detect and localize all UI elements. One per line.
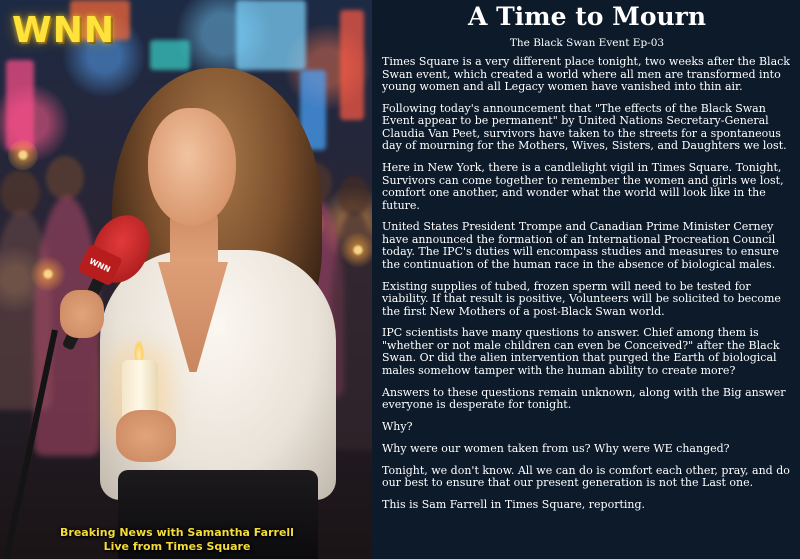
candle-glow — [8, 140, 38, 170]
article-paragraph: United States President Trompe and Canadian Prime Minister Cerney have announced the formation of an International Procreation Council today. The IPC's duties will encompass studies and measures to ensure the continuation of the human race in the absence of biological males. — [382, 220, 779, 271]
candle-flame-icon — [134, 340, 144, 362]
candle-glow — [340, 232, 372, 268]
reporter-face — [148, 108, 236, 226]
article-title: A Time to Mourn — [467, 2, 707, 31]
article-paragraph: This is Sam Farrell in Times Square, reporting. — [382, 497, 646, 511]
article-paragraph: Why were our women taken from us? Why were WE changed? — [382, 441, 730, 455]
article-paragraph: Existing supplies of tubed, frozen sperm will need to be tested for viability. If that result is positive, Volunteers will be solicited to become the first New Mothers of a post-Black Swan world. — [382, 279, 781, 318]
network-logo: WNN — [12, 10, 115, 51]
article-panel — [372, 0, 800, 559]
caption-location: Live from Times Square — [103, 540, 251, 553]
neon-sign — [236, 0, 306, 70]
candle-glow — [30, 256, 66, 292]
article-paragraph: Here in New York, there is a candlelight vigil in Times Square. Tonight, Survivors can come together to remember the women and girls we lost, comfort one another, and wonder what the world will look like in the future. — [382, 161, 784, 212]
article-paragraph: Tonight, we don't know. All we can do is comfort each other, pray, and do our best to ensure that our present generation is not the Last one. — [382, 463, 790, 490]
caption-show-title: Breaking News with Samantha Farrell — [60, 526, 294, 539]
article-paragraph: Answers to these questions remain unknown, along with the Big answer everyone is desperate for tonight. — [382, 385, 786, 412]
article-paragraph: Times Square is a very different place tonight, two weeks after the Black Swan event, which created a world where all men are transformed into young women and all Legacy women have vanished into thin air. — [382, 55, 790, 93]
article-paragraph: Following today's announcement that "The effects of the Black Swan Event appear to be permanent" by United Nations Secretary-General Claudia Van Peet, survivors have taken to the streets for a spontaneous day of mourning for the Mothers, Wives, Sisters, and Daughters we lost. — [382, 101, 787, 153]
neon-sign — [6, 60, 34, 150]
neon-sign — [150, 40, 190, 70]
article-paragraph: IPC scientists have many questions to answer. Chief among them is "whether or not male children can even be Conceived?" after the Black Swan. Or did the alien intervention that purged the Earth of biological males somehow tamper with the human ability to create more? — [382, 326, 780, 377]
reporter-hand — [60, 290, 104, 338]
mic-flag-logo: WNN — [77, 244, 122, 286]
article-subtitle: The Black Swan Event Ep-03 — [509, 37, 665, 49]
reporter-photo — [0, 0, 372, 559]
reporter-hand — [116, 410, 176, 462]
crowd-person — [46, 156, 84, 200]
neon-sign — [340, 10, 364, 120]
article-paragraph: Why? — [382, 420, 413, 434]
